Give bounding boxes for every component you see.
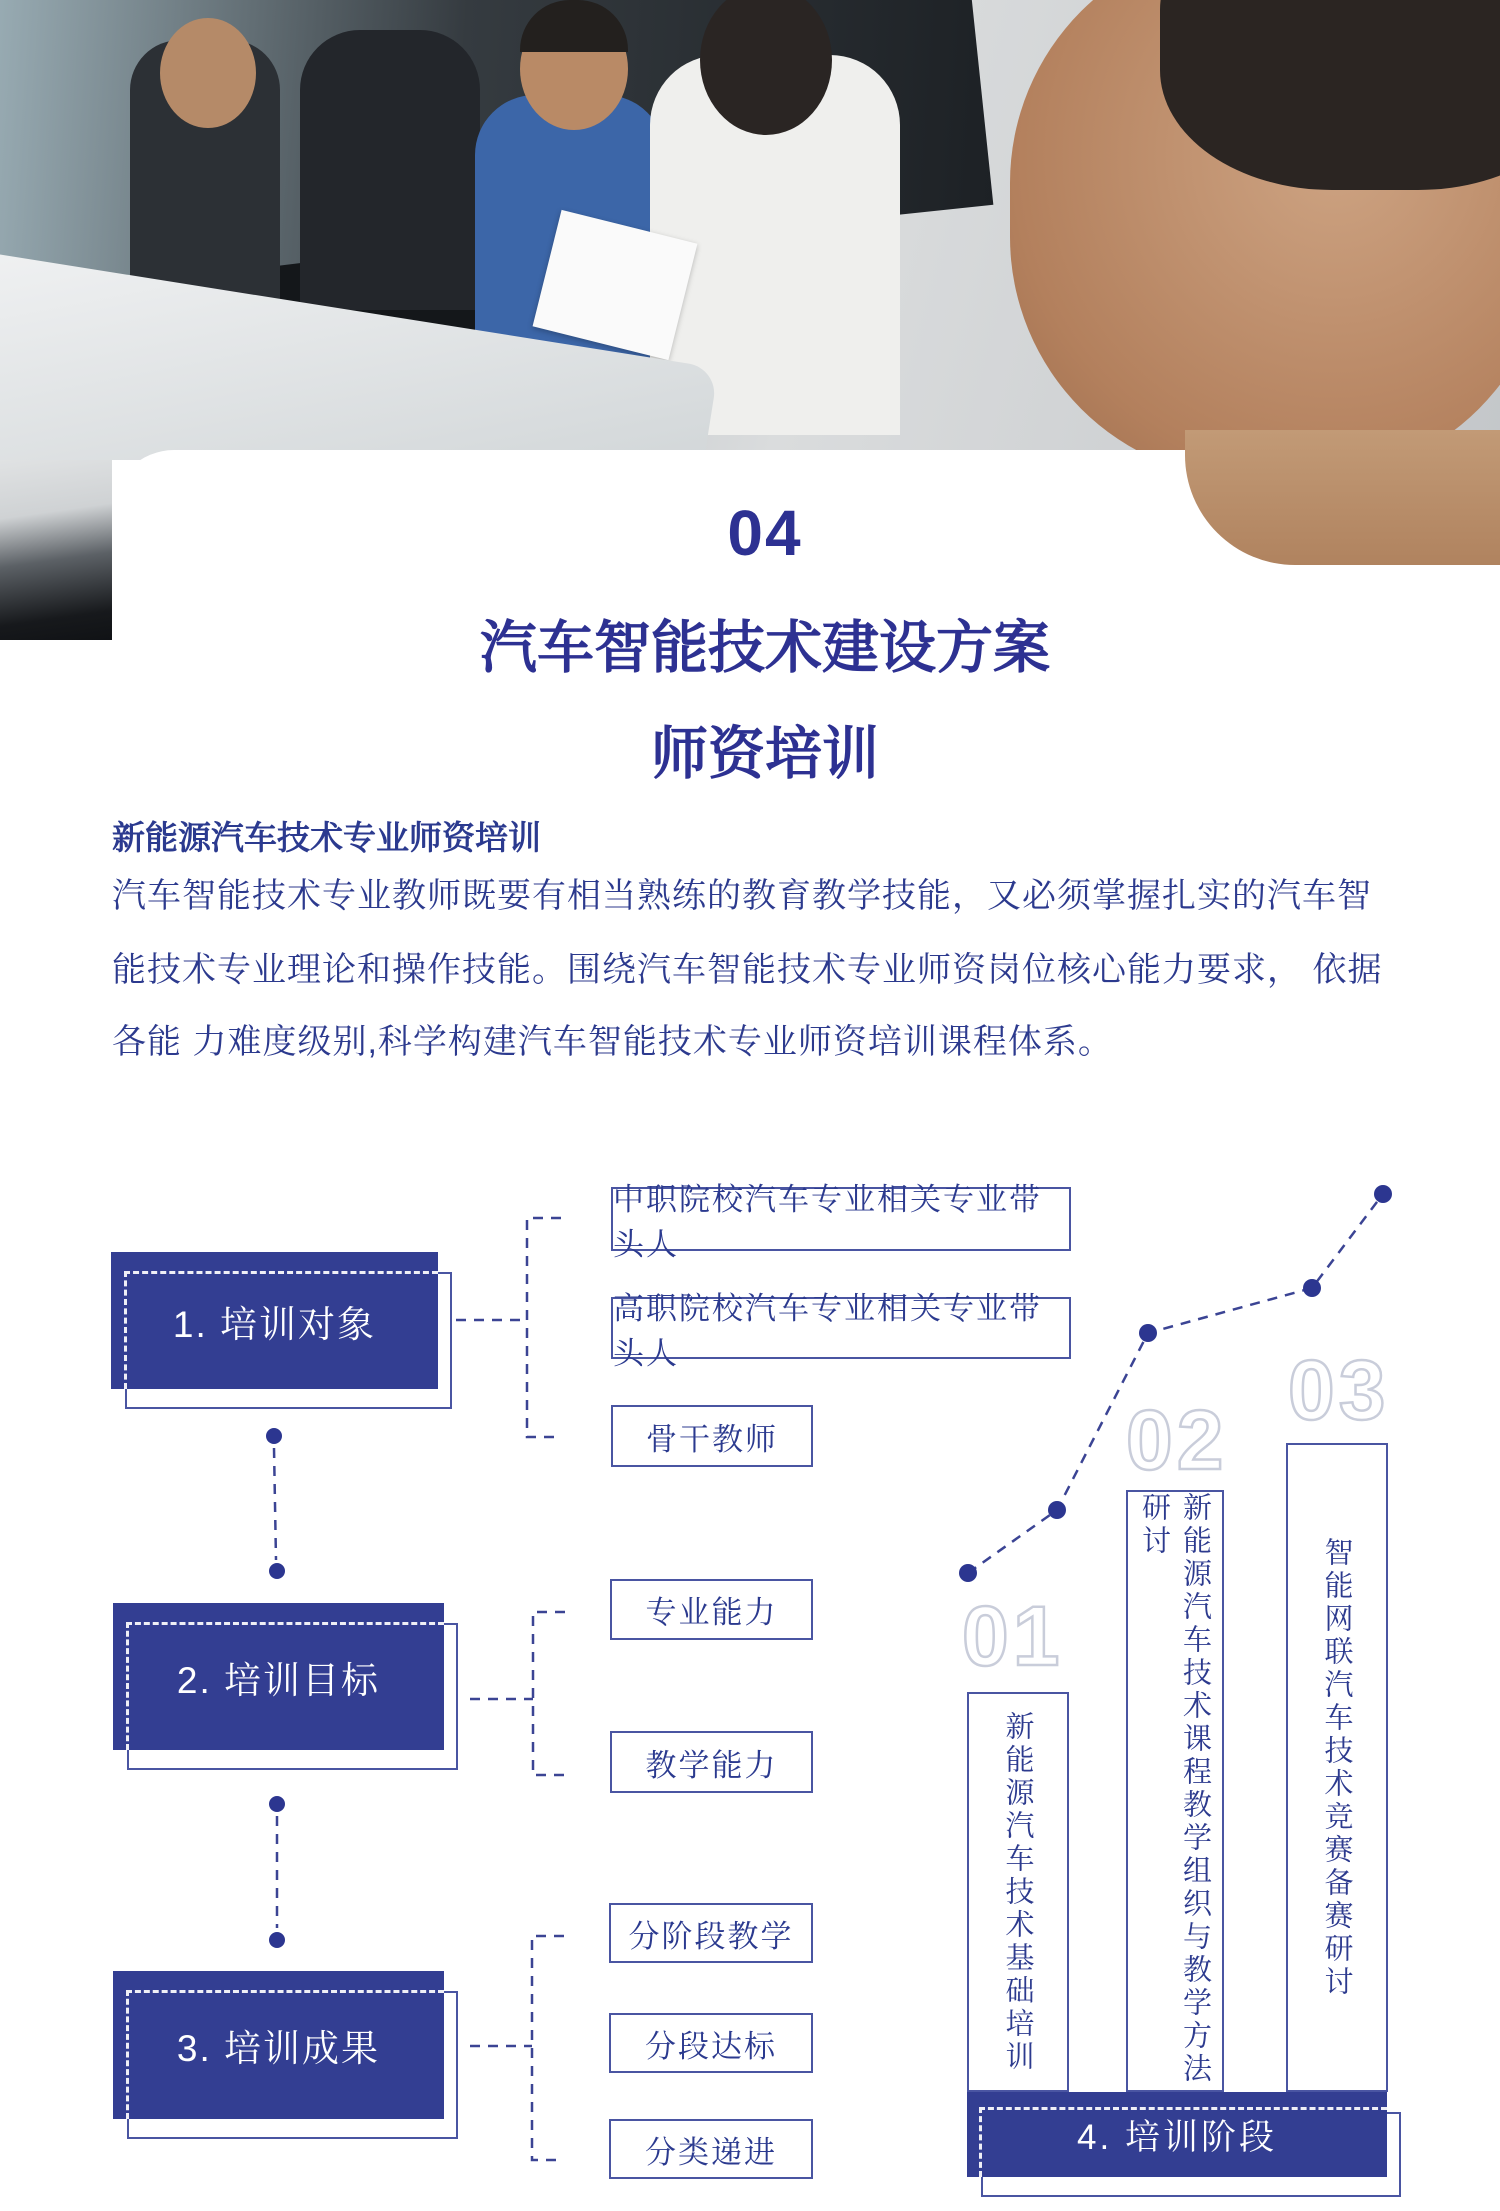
group-box-label: 2. 培训目标 <box>176 1659 381 1701</box>
bracket-group2 <box>533 1612 565 1775</box>
intro-line: 各能 力难度级别,科学构建汽车智能技术专业师资培训课程体系。 <box>112 1023 1113 1061</box>
item-box: 专业能力 <box>610 1579 813 1640</box>
intro-line: 汽车智能技术专业教师既要有相当熟练的教育教学技能，又必须掌握扎实的汽车智 <box>112 877 1372 915</box>
page-title: 汽车智能技术建设方案 <box>480 616 1050 680</box>
group-box-label: 1. 培训对象 <box>172 1303 377 1345</box>
stage-bar-text: 新能源汽车技术课程教学组织与教学方法研讨 <box>1138 1492 1211 2086</box>
item-box: 教学能力 <box>610 1731 813 1793</box>
group-box-training-targets <box>111 1252 438 1389</box>
item-box: 骨干教师 <box>611 1405 813 1467</box>
stage-number-01: 01 <box>962 1589 1064 1683</box>
stage-bar-text: 智能网联汽车技术竞赛备赛研讨 <box>1320 1536 1353 1999</box>
stage-bar-text: 新能源汽车技术基础培训 <box>1001 1710 1034 2074</box>
group-box-label: 3. 培训成果 <box>176 2028 381 2069</box>
stage-footer-fill <box>967 2092 1387 2177</box>
group-box-fill <box>113 1603 444 1750</box>
stage-number-02: 02 <box>1126 1393 1228 1487</box>
item-box: 高职院校汽车专业相关专业带头人 <box>611 1297 1071 1359</box>
intro-line: 能技术专业理论和操作技能。围绕汽车智能技术专业师资岗位核心能力要求， 依据 <box>112 951 1383 989</box>
item-box: 分段达标 <box>609 2013 813 2073</box>
group-box-fill <box>113 1971 444 2119</box>
item-box: 中职院校汽车专业相关专业带头人 <box>611 1187 1071 1251</box>
bracket-group3 <box>532 1936 564 2160</box>
flow-line-1 <box>274 1448 276 1560</box>
item-box: 分类递进 <box>609 2119 813 2179</box>
stage-bar-02 <box>1126 1490 1224 2092</box>
bracket-group1 <box>527 1218 561 1437</box>
section-number: 04 <box>727 497 803 569</box>
group-box-training-results <box>113 1971 444 2119</box>
intro-heading: 新能源汽车技术专业师资培训 <box>112 819 541 856</box>
page-subtitle: 师资培训 <box>651 722 879 786</box>
item-box: 分阶段教学 <box>609 1903 813 1963</box>
group-box-fill <box>111 1252 438 1389</box>
stage-footer-bar <box>967 2092 1387 2177</box>
stage-bar-03 <box>1286 1443 1388 2092</box>
stage-bar-01 <box>967 1692 1069 2092</box>
stage-number-03: 03 <box>1288 1343 1390 1437</box>
stage-footer-label: 4. 培训阶段 <box>1077 2117 1277 2157</box>
group-box-training-goals <box>113 1603 444 1750</box>
